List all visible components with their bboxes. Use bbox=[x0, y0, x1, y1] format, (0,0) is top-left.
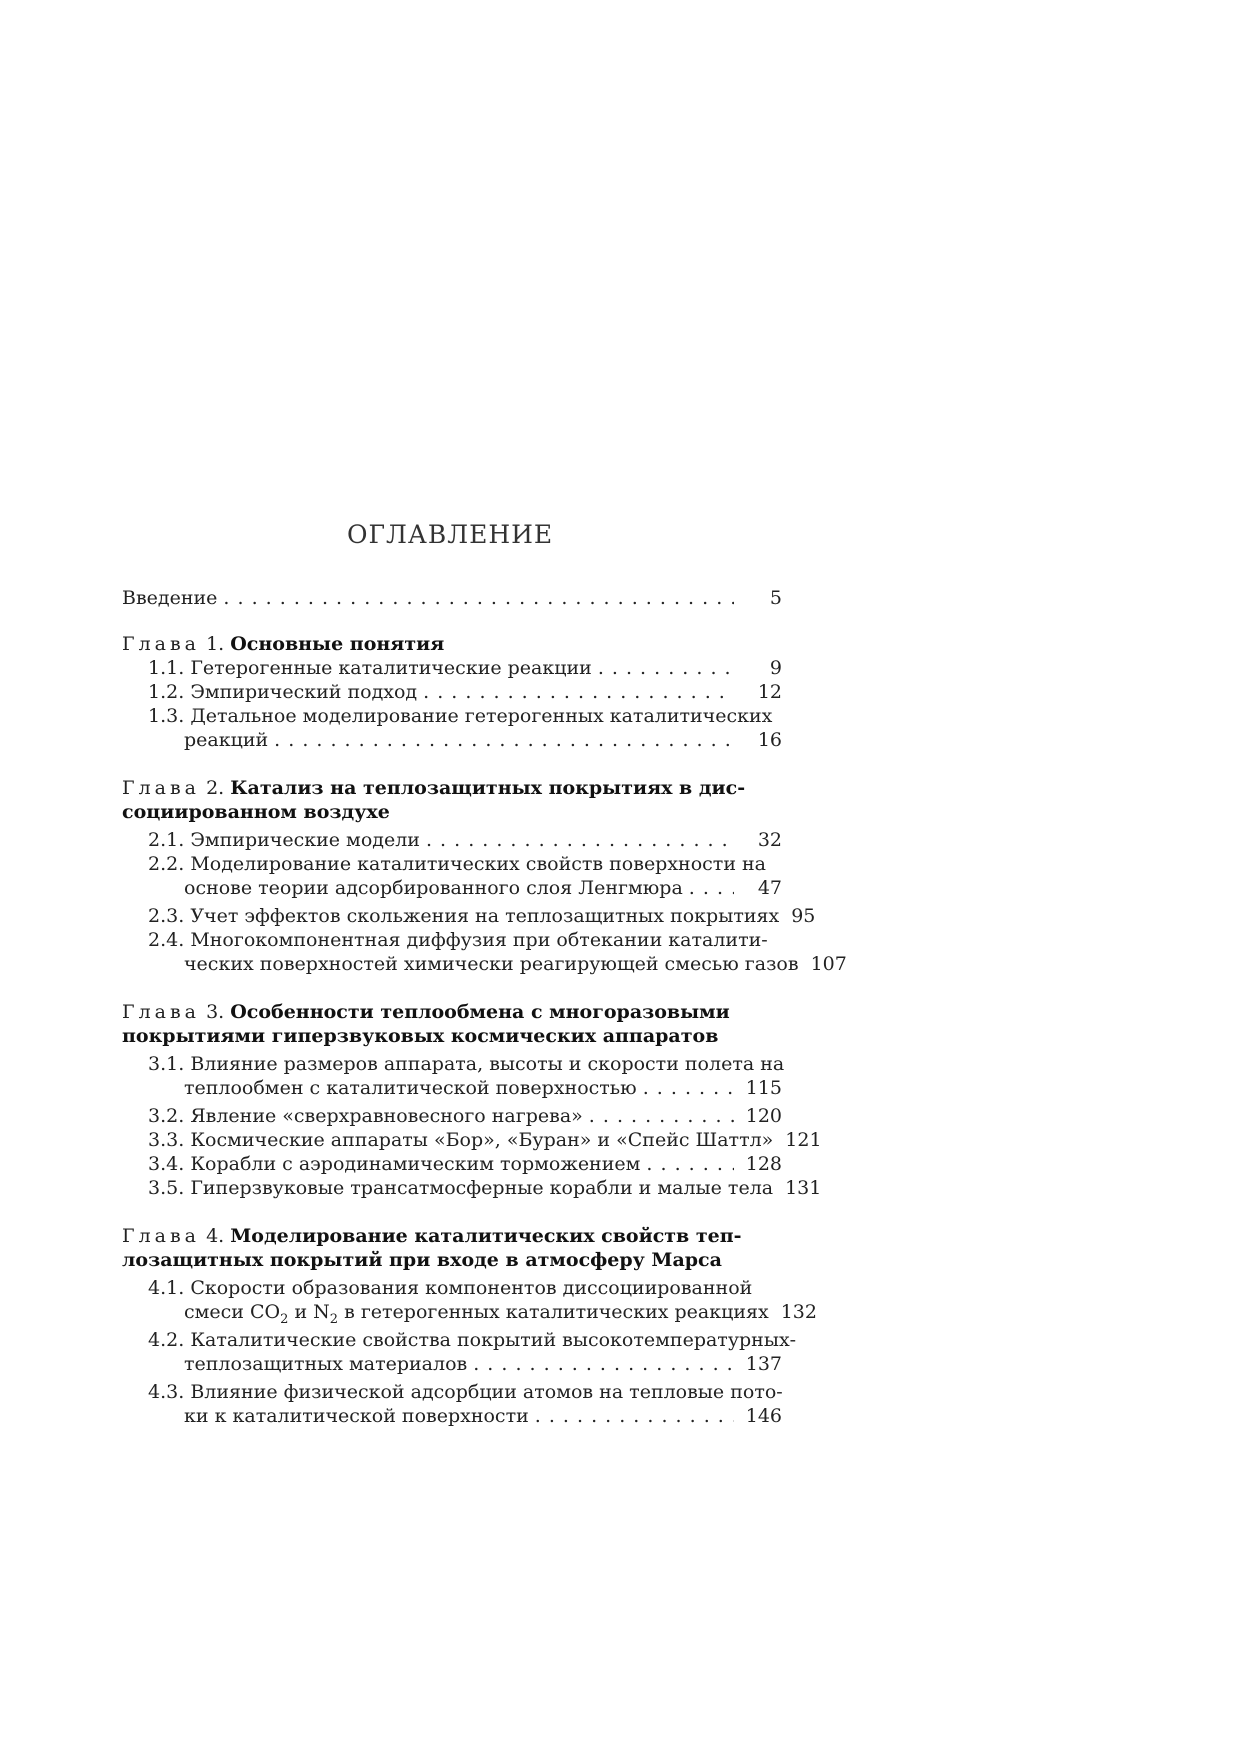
section-title: Детальное моделирование гетерогенных каталитических bbox=[190, 705, 773, 727]
toc-entry-continuation[interactable] bbox=[184, 1404, 782, 1428]
chapter-number: 1. bbox=[206, 633, 225, 655]
section-title-cont: ческих поверхностей химически реагирующей смесью газов bbox=[184, 953, 799, 975]
toc-entry[interactable] bbox=[148, 656, 782, 680]
formula-post: в гетерогенных каталитических реакциях bbox=[338, 1301, 769, 1323]
section-title: Космические аппараты «Бор», «Буран» и «Спейс Шаттл» bbox=[190, 1129, 774, 1151]
toc-entry-first-line[interactable] bbox=[148, 1380, 783, 1404]
subscript: 2 bbox=[280, 1311, 289, 1327]
page-number: 9 bbox=[769, 657, 782, 679]
toc-entry-label: Введение bbox=[122, 587, 218, 609]
section-title-cont: теплообмен с каталитической поверхностью bbox=[184, 1077, 637, 1099]
section-title: Каталитические свойства покрытий высокотемпературных- bbox=[190, 1329, 797, 1351]
section-number: 4.1. bbox=[148, 1277, 185, 1299]
toc-entry-continuation[interactable] bbox=[184, 1076, 782, 1100]
page-number: 131 bbox=[785, 1177, 822, 1199]
section-title: Моделирование каталитических свойств поверхности на bbox=[190, 853, 767, 875]
section-number: 1.3. bbox=[148, 705, 185, 727]
section-title: Корабли с аэродинамическим торможением bbox=[190, 1153, 641, 1175]
section-number: 3.2. bbox=[148, 1105, 185, 1127]
toc-entry-intro[interactable] bbox=[122, 586, 782, 610]
dot-leader bbox=[274, 728, 734, 752]
section-title: Эмпирические модели bbox=[190, 829, 420, 851]
section-number: 3.5. bbox=[148, 1177, 185, 1199]
chapter-title-cont: лозащитных покрытий при входе в атмосферу Марса bbox=[122, 1249, 722, 1271]
chapter-word: Глава bbox=[122, 777, 201, 799]
section-title: Влияние физической адсорбции атомов на тепловые пото- bbox=[190, 1381, 783, 1403]
section-title: Учет эффектов скольжения на теплозащитных покрытиях bbox=[190, 905, 780, 927]
toc-entry[interactable] bbox=[148, 1176, 822, 1200]
dot-leader bbox=[689, 876, 734, 900]
section-number: 4.2. bbox=[148, 1329, 185, 1351]
chapter-title-cont: покрытиями гиперзвуковых космических аппаратов bbox=[122, 1025, 719, 1047]
page-number: 128 bbox=[745, 1153, 782, 1175]
chapter-number: 4. bbox=[206, 1225, 225, 1247]
chapter-number: 2. bbox=[206, 777, 225, 799]
section-number: 1.1. bbox=[148, 657, 185, 679]
chapter-title-cont: социированном воздухе bbox=[122, 801, 390, 823]
chapter-word: Глава bbox=[122, 1001, 201, 1023]
section-number: 3.3. bbox=[148, 1129, 185, 1151]
page-number: 146 bbox=[745, 1405, 782, 1427]
toc-entry-first-line[interactable] bbox=[148, 1052, 784, 1076]
page-number: 16 bbox=[757, 729, 782, 751]
section-title-cont: ки к каталитической поверхности bbox=[184, 1405, 529, 1427]
section-title: Эмпирический подход bbox=[190, 681, 418, 703]
page-number: 32 bbox=[757, 829, 782, 851]
chapter-number: 3. bbox=[206, 1001, 225, 1023]
dot-leader bbox=[535, 1404, 734, 1428]
page-number: 12 bbox=[757, 681, 782, 703]
section-title: Гетерогенные каталитические реакции bbox=[190, 657, 592, 679]
toc-entry-first-line[interactable] bbox=[148, 704, 772, 728]
toc-entry-first-line[interactable] bbox=[148, 1328, 796, 1352]
toc-entry-continuation[interactable] bbox=[184, 1352, 782, 1376]
chapter-word: Глава bbox=[122, 1225, 201, 1247]
section-number: 1.2. bbox=[148, 681, 185, 703]
toc-entry-first-line[interactable] bbox=[148, 1276, 752, 1300]
formula-mid: и N bbox=[288, 1301, 330, 1323]
dot-leader bbox=[643, 1076, 734, 1100]
toc-entry[interactable] bbox=[148, 680, 782, 704]
section-number: 3.1. bbox=[148, 1053, 185, 1075]
toc-entry[interactable] bbox=[148, 828, 782, 852]
section-title: Влияние размеров аппарата, высоты и скорости полета на bbox=[190, 1053, 785, 1075]
chapter-heading[interactable] bbox=[122, 1224, 742, 1248]
toc-entry[interactable] bbox=[148, 1128, 822, 1152]
chapter-title: Катализ на теплозащитных покрытиях в дис- bbox=[230, 777, 746, 799]
page-number: 121 bbox=[785, 1129, 822, 1151]
section-title-cont: основе теории адсорбированного слоя Ленгмюра bbox=[184, 877, 683, 899]
section-title: Скорости образования компонентов диссоциированной bbox=[190, 1277, 753, 1299]
page-number: 47 bbox=[757, 877, 782, 899]
page-number: 107 bbox=[810, 953, 847, 975]
section-title-cont: теплозащитных материалов bbox=[184, 1353, 468, 1375]
section-title: Многокомпонентная диффузия при обтекании каталити- bbox=[190, 929, 768, 951]
section-number: 2.1. bbox=[148, 829, 185, 851]
chapter-heading[interactable] bbox=[122, 632, 444, 656]
dot-leader bbox=[646, 1152, 734, 1176]
formula-pre: смеси CO bbox=[184, 1301, 281, 1323]
dot-leader bbox=[426, 828, 734, 852]
page-number: 137 bbox=[745, 1353, 782, 1375]
section-title-cont: реакций bbox=[184, 729, 269, 751]
chapter-heading[interactable] bbox=[122, 1000, 730, 1024]
chapter-heading[interactable] bbox=[122, 776, 745, 800]
dot-leader bbox=[423, 680, 734, 704]
dot-leader bbox=[589, 1104, 734, 1128]
section-number: 2.3. bbox=[148, 905, 185, 927]
subscript: 2 bbox=[329, 1311, 339, 1327]
toc-entry[interactable] bbox=[148, 904, 816, 928]
section-title: Гиперзвуковые трансатмосферные корабли и малые тела bbox=[190, 1177, 774, 1199]
toc-entry-first-line[interactable] bbox=[148, 852, 766, 876]
dot-leader bbox=[473, 1352, 734, 1376]
section-number: 2.4. bbox=[148, 929, 185, 951]
chapter-title: Моделирование каталитических свойств теп- bbox=[230, 1225, 742, 1247]
toc-entry-continuation[interactable] bbox=[184, 728, 782, 752]
toc-entry-first-line[interactable] bbox=[148, 928, 768, 952]
toc-entry[interactable] bbox=[148, 1104, 782, 1128]
chapter-word: Глава bbox=[122, 633, 201, 655]
page-number: 120 bbox=[745, 1105, 782, 1127]
chapter-title: Особенности теплообмена с многоразовыми bbox=[230, 1001, 730, 1023]
page-number: 115 bbox=[745, 1077, 782, 1099]
section-number: 4.3. bbox=[148, 1381, 185, 1403]
toc-entry-continuation[interactable] bbox=[184, 952, 847, 976]
toc-entry[interactable] bbox=[148, 1152, 782, 1176]
page-number: 5 bbox=[769, 587, 782, 609]
page-number: 95 bbox=[791, 905, 816, 927]
page-title: ОГЛАВЛЕНИЕ bbox=[347, 520, 554, 549]
section-number: 3.4. bbox=[148, 1153, 185, 1175]
dot-leader bbox=[598, 656, 734, 680]
section-number: 2.2. bbox=[148, 853, 185, 875]
page-number: 132 bbox=[780, 1301, 817, 1323]
chapter-title: Основные понятия bbox=[230, 633, 445, 655]
section-title: Явление «сверхравновесного нагрева» bbox=[190, 1105, 583, 1127]
toc-entry-continuation[interactable] bbox=[184, 876, 782, 900]
dot-leader bbox=[223, 586, 734, 610]
